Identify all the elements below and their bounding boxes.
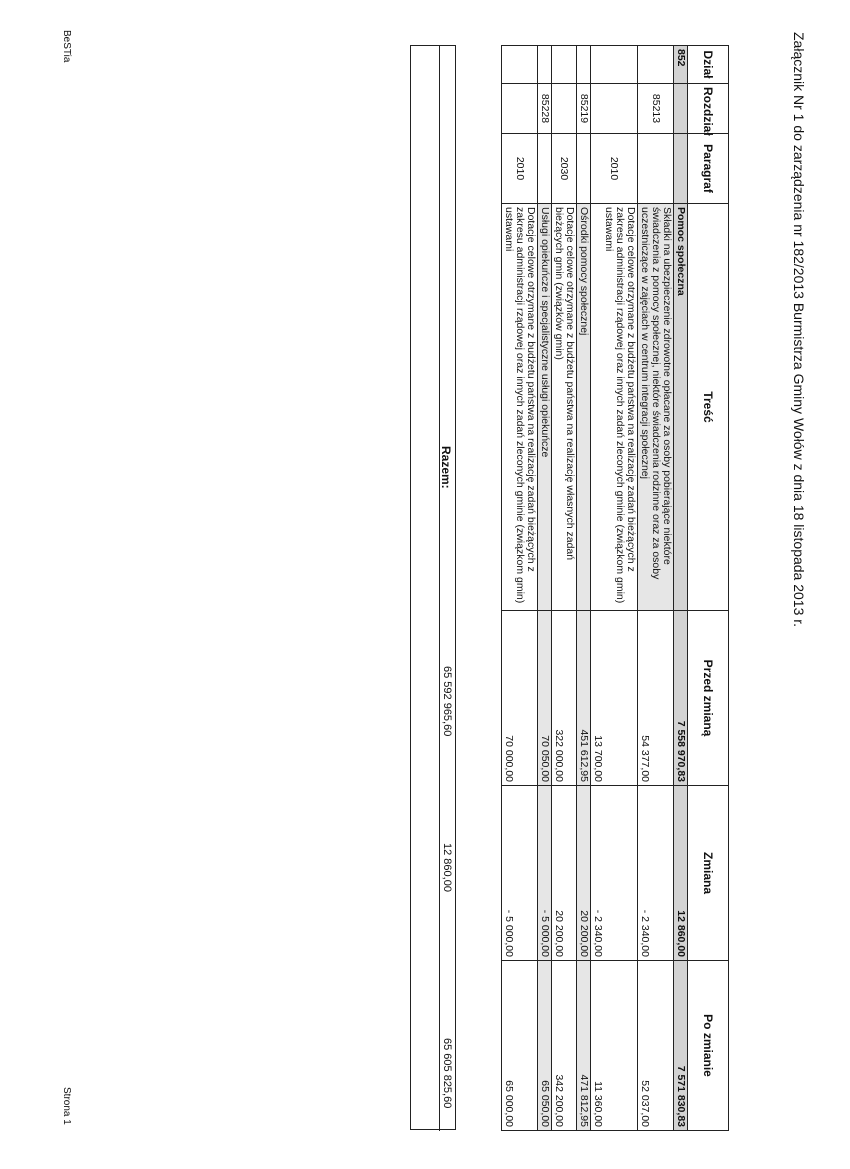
total-label: Razem:	[439, 446, 453, 489]
cell-zmiana: - 5 000,00	[502, 786, 538, 961]
cell-paragraf: 2030	[552, 134, 577, 204]
cell-rozdzial: 85228	[538, 84, 552, 134]
cell-przed: 54 377,00	[638, 611, 674, 786]
cell-przed: 451 612,95	[577, 611, 591, 786]
table-row	[552, 46, 577, 1131]
cell-przed: 7 558 970,83	[674, 611, 688, 786]
table-row	[577, 46, 591, 1131]
table-header-row	[688, 46, 729, 1131]
cell-po: 342 200,00	[552, 961, 577, 1131]
cell-zmiana: 20 200,00	[552, 786, 577, 961]
cell-tresc: Dotacje celowe otrzymane z budżetu państwa na realizację własnych zadań bieżących gmin (związków gmin)	[552, 204, 577, 611]
cell-po: 65 000,00	[502, 961, 538, 1131]
cell-dzial: 852	[674, 46, 688, 84]
cell-zmiana: 12 860,00	[674, 786, 688, 961]
cell-przed: 13 700,00	[591, 611, 638, 786]
header-paragraf: Paragraf	[688, 134, 729, 204]
cell-paragraf	[674, 134, 688, 204]
cell-po: 11 360,00	[591, 961, 638, 1131]
cell-rozdzial	[591, 84, 638, 134]
cell-tresc: Usługi opiekuńcze i specjalistyczne usługi opiekuńcze	[538, 204, 552, 611]
footer-brand: BeSTia	[61, 30, 72, 63]
budget-table	[501, 45, 729, 1131]
cell-po: 65 050,00	[538, 961, 552, 1131]
total-row	[439, 46, 455, 1131]
cell-przed: 322 000,00	[552, 611, 577, 786]
cell-przed: 70 000,00	[502, 611, 538, 786]
header-przed: Przed zmianą	[688, 611, 729, 786]
cell-paragraf	[538, 134, 552, 204]
total-zmiana: 12 860,00	[441, 843, 453, 892]
total-box	[410, 45, 456, 1130]
cell-po: 7 571 830,83	[674, 961, 688, 1131]
cell-po: 52 037,00	[638, 961, 674, 1131]
cell-zmiana: - 5 000,00	[538, 786, 552, 961]
table-row	[591, 46, 638, 1131]
cell-paragraf: 2010	[502, 134, 538, 204]
cell-rozdzial	[502, 84, 538, 134]
cell-zmiana: - 2 340,00	[638, 786, 674, 961]
header-tresc: Treść	[688, 204, 729, 611]
total-po: 65 605 825,60	[441, 1038, 453, 1109]
cell-po: 471 812,95	[577, 961, 591, 1131]
cell-paragraf	[577, 134, 591, 204]
total-przed: 65 592 965,60	[441, 666, 453, 737]
footer-page-number: Strona 1	[61, 1087, 72, 1125]
cell-dzial	[638, 46, 674, 84]
header-po: Po zmianie	[688, 961, 729, 1131]
cell-dzial	[591, 46, 638, 84]
cell-tresc: Dotacje celowe otrzymane z budżetu państwa na realizację zadań bieżących z zakresu administracji rządowej oraz innych zadań zleconych gminie (związkom gmin) ustawami	[591, 204, 638, 611]
cell-dzial	[502, 46, 538, 84]
cell-przed: 70 050,00	[538, 611, 552, 786]
header-dzial: Dział	[688, 46, 729, 84]
cell-dzial	[577, 46, 591, 84]
cell-dzial	[538, 46, 552, 84]
cell-rozdzial	[552, 84, 577, 134]
cell-zmiana: 20 200,00	[577, 786, 591, 961]
cell-tresc: Pomoc społeczna	[674, 204, 688, 611]
cell-tresc: Dotacje celowe otrzymane z budżetu państwa na realizację zadań bieżących z zakresu administracji rządowej oraz innych zadań zleconych gminie (związkom gmin) ustawami	[502, 204, 538, 611]
table-row	[538, 46, 552, 1131]
cell-dzial	[552, 46, 577, 84]
cell-paragraf: 2010	[591, 134, 638, 204]
header-rozdzial: Rozdział	[688, 84, 729, 134]
table-row	[638, 46, 674, 1131]
cell-tresc: Składki na ubezpieczenie zdrowotne opłacane za osoby pobierające niektóre świadczenia z pomocy społecznej, niektóre świadczenia rodzinne oraz za osoby uczestniczące w zajęciach w centrum integracji społecznej	[638, 204, 674, 611]
cell-paragraf	[638, 134, 674, 204]
document-title: Załącznik Nr 1 do zarządzenia nr 182/2013 Burmistrza Gminy Wołów z dnia 18 listopada 2013 r.	[791, 32, 807, 628]
cell-zmiana: - 2 340,00	[591, 786, 638, 961]
cell-rozdzial: 85213	[638, 84, 674, 134]
cell-tresc: Ośrodki pomocy społecznej	[577, 204, 591, 611]
table-row	[674, 46, 688, 1131]
cell-rozdzial: 85219	[577, 84, 591, 134]
cell-rozdzial	[674, 84, 688, 134]
table-row	[502, 46, 538, 1131]
header-zmiana: Zmiana	[688, 786, 729, 961]
